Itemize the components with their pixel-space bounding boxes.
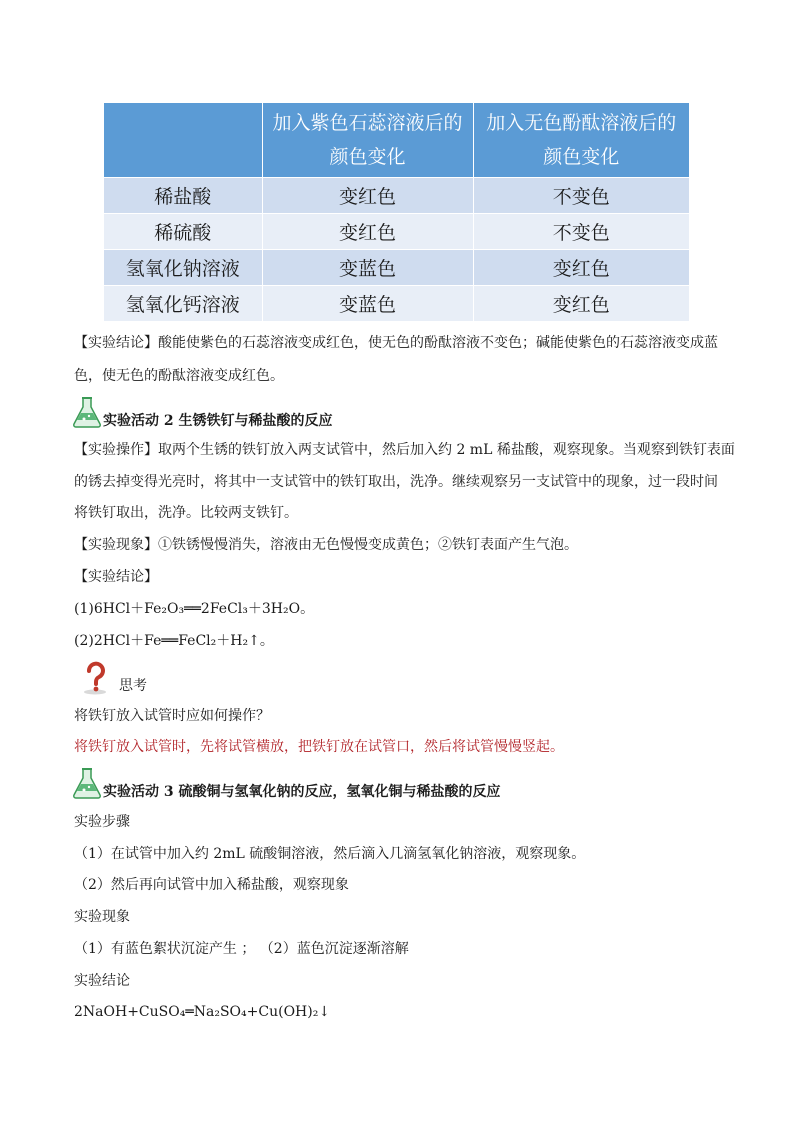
activity2-equation2: (2)2HCl＋Fe══FeCl₂＋H₂↑。: [74, 633, 274, 649]
table-cell: 变红色: [262, 214, 473, 250]
activity3-step1: （1）在试管中加入约 2mL 硫酸铜溶液，然后滴入几滴氢氧化钠溶液，观察现象。: [74, 846, 586, 862]
table-cell: 变红色: [262, 178, 473, 214]
table-cell: 不变色: [473, 178, 689, 214]
header-cell-litmus: 加入紫色石蕊溶液后的 颜色变化: [262, 103, 473, 178]
table-cell: 变红色: [473, 286, 689, 322]
activity2-title: 实验活动 2 生锈铁钉与稀盐酸的反应: [103, 413, 333, 429]
table-cell: 变红色: [473, 250, 689, 286]
activity3-conclusion-label: 实验结论: [74, 973, 130, 989]
table-row: [104, 178, 689, 214]
activity3-title: 实验活动 3 硫酸铜与氢氧化钠的反应，氢氧化铜与稀盐酸的反应: [103, 784, 501, 800]
table-row: [104, 250, 689, 286]
think-question: 将铁钉放入试管时应如何操作？: [74, 708, 270, 724]
activity3-steps-label: 实验步骤: [74, 814, 130, 830]
activity3-equation: 2NaOH+CuSO₄═Na₂SO₄+Cu(OH)₂↓: [74, 1004, 331, 1020]
conclusion1-line2: 色，使无色的酚酞溶液变成红色。: [74, 368, 284, 384]
activity3-phenomenon: （1）有蓝色絮状沉淀产生 ； （2）蓝色沉淀逐渐溶解: [74, 941, 409, 957]
conclusion1-line1: 【实验结论】酸能使紫色的石蕊溶液变成红色，使无色的酚酞溶液不变色；碱能使紫色的石蕊溶液变成蓝: [74, 335, 718, 351]
indicator-table: [104, 103, 689, 321]
activity2-op-line1: 【实验操作】取两个生锈的铁钉放入两支试管中，然后加入约 2 mL 稀盐酸，观察现象。当观察到铁钉表面: [74, 442, 735, 458]
activity2-conclusion-label: 【实验结论】: [74, 569, 158, 585]
table-cell: 氢氧化钙溶液: [104, 286, 262, 322]
table-cell: 变蓝色: [262, 286, 473, 322]
think-answer: 将铁钉放入试管时，先将试管横放，把铁钉放在试管口，然后将试管慢慢竖起。: [74, 739, 564, 755]
think-label: 思考: [119, 678, 147, 694]
header-cell-empty: [104, 103, 262, 178]
activity3-phenomenon-label: 实验现象: [74, 909, 130, 925]
activity2-op-line2: 的锈去掉变得光亮时，将其中一支试管中的铁钉取出，洗净。继续观察另一支试管中的现象，过一段时间: [74, 474, 718, 490]
table-header-row: [104, 103, 689, 178]
flask-icon: [72, 766, 102, 800]
table-row: [104, 286, 689, 322]
activity2-equation1: (1)6HCl＋Fe₂O₃══2FeCl₃＋3H₂O。: [74, 601, 315, 617]
table-cell: 稀硫酸: [104, 214, 262, 250]
table-row: [104, 214, 689, 250]
flask-icon: [72, 395, 102, 429]
table-cell: 不变色: [473, 214, 689, 250]
table-cell: 氢氧化钠溶液: [104, 250, 262, 286]
activity3-step2: （2）然后再向试管中加入稀盐酸，观察现象: [74, 877, 349, 893]
table-cell: 稀盐酸: [104, 178, 262, 214]
table-cell: 变蓝色: [262, 250, 473, 286]
question-mark-icon: [80, 661, 110, 695]
activity2-phenomenon: 【实验现象】①铁锈慢慢消失，溶液由无色慢慢变成黄色；②铁钉表面产生气泡。: [74, 537, 578, 553]
activity2-op-line3: 将铁钉取出，洗净。比较两支铁钉。: [74, 505, 298, 521]
header-cell-phenolphthalein: 加入无色酚酞溶液后的 颜色变化: [473, 103, 689, 178]
